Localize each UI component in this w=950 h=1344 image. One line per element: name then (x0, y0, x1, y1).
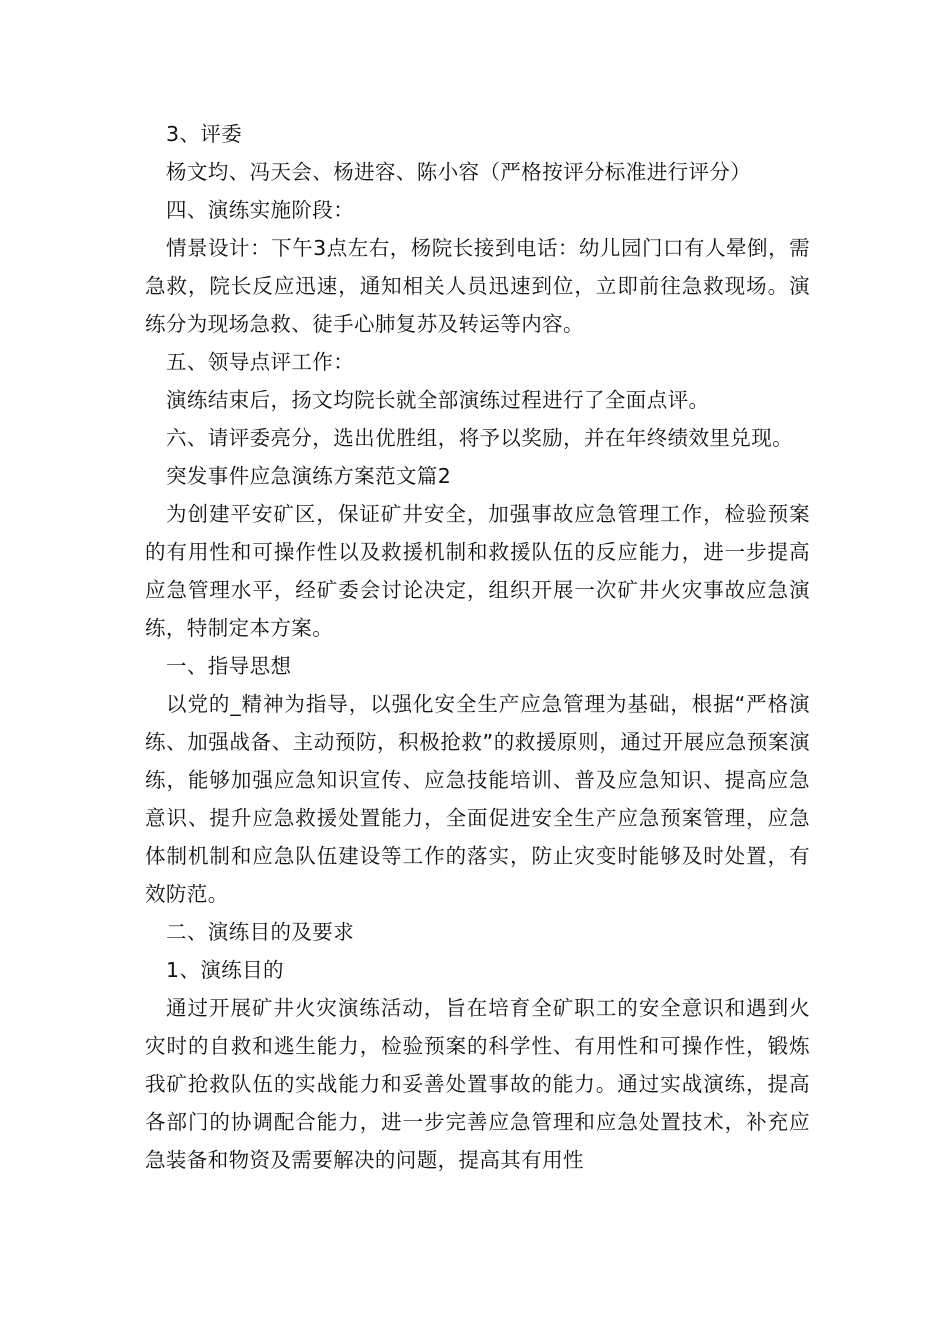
paragraph-section-six: 六、请评委亮分，选出优胜组，将予以奖励，并在年终绩效里兑现。 (166, 426, 793, 450)
paragraph-purpose-heading: 二、演练目的及要求 (166, 920, 355, 944)
paragraph-section-five-heading: 五、领导点评工作： (166, 350, 355, 374)
paragraph-purpose-subheading: 1、演练目的 (166, 958, 284, 982)
paragraph-review: 演练结束后，扬文均院长就全部演练过程进行了全面点评。 (166, 388, 710, 412)
paragraph-guiding-heading: 一、指导思想 (166, 654, 292, 678)
paragraph-intro: 为创建平安矿区，保证矿井安全，加强事故应急管理工作，检验预案的有用性和可操作性以及救援机制和救援队伍的反应能力，进一步提高应急管理水平，经矿委会讨论决定，组织开展一次矿井火灾事故应急演练，特制定本方案。 (145, 502, 810, 640)
document-body (145, 115, 810, 1179)
paragraph-judges-list: 杨文均、冯天会、杨进容、陈小容（严格按评分标准进行评分） (166, 160, 752, 184)
paragraph-guiding-body: 以党的_精神为指导，以强化安全生产应急管理为基础，根据“严格演练、加强战备、主动预防，积极抢救”的救援原则，通过开展应急预案演练，能够加强应急知识宣传、应急技能培训、普及应急知识、提高应急意识、提升应急救援处置能力，全面促进安全生产应急预案管理，应急体制机制和应急队伍建设等工作的落实，防止灾变时能够及时处置，有效防范。 (145, 692, 810, 906)
paragraph-judges-heading: 3、评委 (166, 122, 243, 146)
paragraph-scenario: 情景设计：下午3点左右，杨院长接到电话：幼儿园门口有人晕倒，需急救，院长反应迅速，通知相关人员迅速到位，立即前往急救现场。演练分为现场急救、徒手心肺复苏及转运等内容。 (145, 236, 810, 336)
paragraph-article-title: 突发事件应急演练方案范文篇2 (166, 464, 452, 488)
paragraph-purpose-body: 通过开展矿井火灾演练活动，旨在培育全矿职工的安全意识和遇到火灾时的自救和逃生能力，检验预案的科学性、有用性和可操作性，锻炼我矿抢救队伍的实战能力和妥善处置事故的能力。通过实战演练，提高各部门的协调配合能力，进一步完善应急管理和应急处置技术，补充应急装备和物资及需要解决的问题，提高其有用性 (145, 996, 810, 1172)
paragraph-section-four-heading: 四、演练实施阶段： (166, 198, 355, 222)
